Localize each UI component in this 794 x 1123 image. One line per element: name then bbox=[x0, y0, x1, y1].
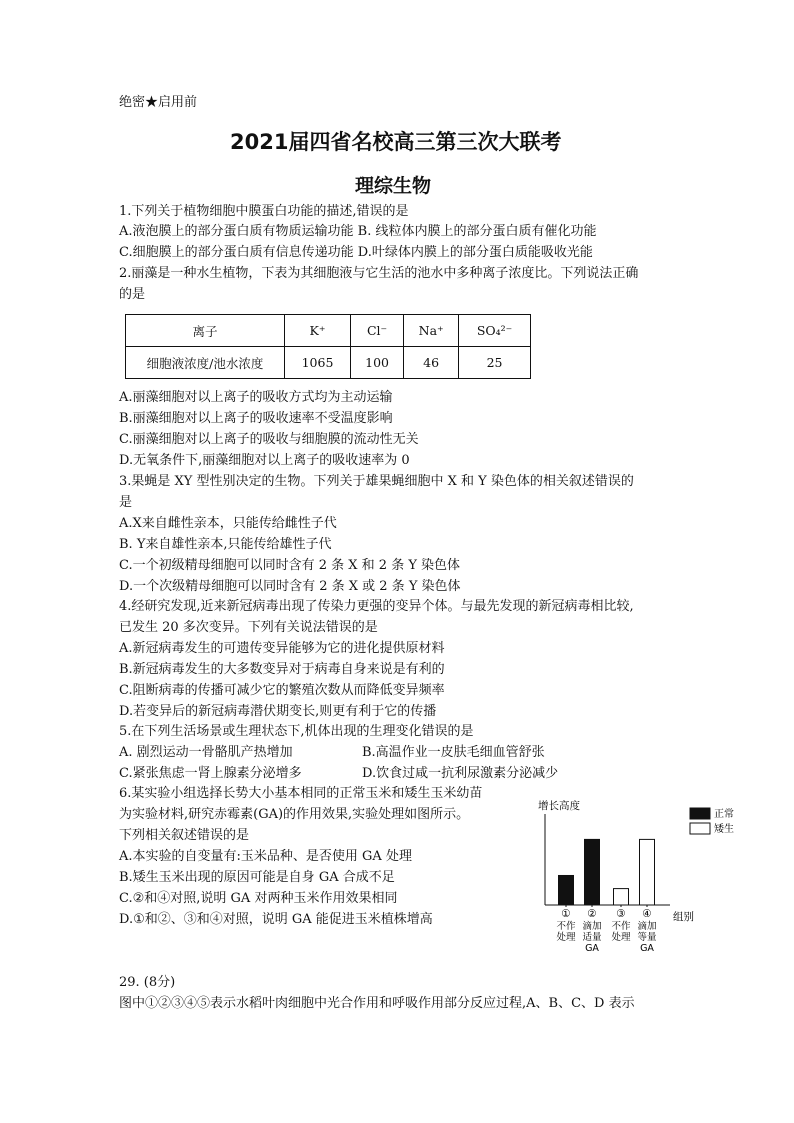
q4-option: D.若变异后的新冠病毒潜伏期变长,则更有利于它的传播 bbox=[119, 704, 437, 719]
q2-option: A.丽藻细胞对以上离子的吸收方式均为主动运输 bbox=[119, 390, 393, 405]
table-cell: 46 bbox=[404, 347, 459, 379]
table-cell: K⁺ bbox=[285, 315, 351, 347]
category-description: 适量 bbox=[582, 932, 602, 943]
q2-option: D.无氧条件下,丽藻细胞对以上离子的吸收速率为 0 bbox=[119, 453, 410, 468]
secret-label: 绝密★启用前 bbox=[119, 95, 198, 110]
q29-text: 图中①②③④⑤表示水稻叶肉细胞中光合作用和呼吸作用部分反应过程,A、B、C、D 表示 bbox=[119, 996, 635, 1011]
q6-option: A.本实验的自变量有:玉米品种、是否使用 GA 处理 bbox=[119, 849, 412, 864]
q6-option: D.①和②、③和④对照，说明 GA 能促进玉米植株增高 bbox=[119, 912, 433, 927]
q6-option: C.②和④对照,说明 GA 对两种玉米作用效果相同 bbox=[119, 891, 398, 906]
q5-stem: 5.在下列生活场景或生理状态下,机体出现的生理变化错误的是 bbox=[119, 724, 474, 739]
q4-option: A.新冠病毒发生的可遗传变异能够为它的进化提供原材料 bbox=[119, 641, 445, 656]
q6-stem: 为实验材料,研究赤霉素(GA)的作用效果,实验处理如图所示。 bbox=[119, 807, 470, 822]
q2-option: C.丽藻细胞对以上离子的吸收与细胞膜的流动性无关 bbox=[119, 432, 419, 447]
bar-dwarf-4 bbox=[640, 839, 655, 905]
bar-dwarf-3 bbox=[614, 889, 629, 905]
q1-option: A.液泡膜上的部分蛋白质有物质运输功能 B. 线粒体内膜上的部分蛋白质有催化功能 bbox=[119, 224, 597, 239]
legend-label-normal: 正常 bbox=[714, 809, 734, 820]
table-cell: SO₄²⁻ bbox=[459, 315, 531, 347]
table-row-label: 细胞液浓度/池水浓度 bbox=[126, 347, 285, 379]
category-description: 处理 bbox=[611, 932, 631, 943]
q5-option: D.饮食过咸一抗利尿激素分泌减少 bbox=[362, 766, 559, 781]
q4-stem: 已发生 20 多次变异。下列有关说法错误的是 bbox=[119, 620, 378, 635]
q3-option: B. Y来自雄性亲本,只能传给雄性子代 bbox=[119, 537, 332, 552]
q6-option: B.矮生玉米出现的原因可能是自身 GA 合成不足 bbox=[119, 870, 395, 885]
bars-group bbox=[559, 839, 655, 905]
category-description: GA bbox=[640, 943, 654, 954]
category-description: 处理 bbox=[556, 932, 576, 943]
q3-stem: 是 bbox=[119, 495, 133, 510]
q4-option: B.新冠病毒发生的大多数变异对于病毒自身来说是有利的 bbox=[119, 662, 445, 677]
legend-swatch-normal bbox=[690, 808, 710, 819]
q4-option: C.阻断病毒的传播可减少它的繁殖次数从而降低变异频率 bbox=[119, 683, 445, 698]
q2-stem: 的是 bbox=[119, 287, 146, 302]
ga-bar-chart bbox=[530, 795, 750, 960]
q4-stem: 4.经研究发现,近来新冠病毒出现了传染力更强的变异个体。与最先发现的新冠病毒相比较, bbox=[119, 599, 634, 614]
q2-option: B.丽藻细胞对以上离子的吸收速率不受温度影响 bbox=[119, 411, 393, 426]
q1-stem: 1.下列关于植物细胞中膜蛋白功能的描述,错误的是 bbox=[119, 204, 409, 219]
category-description: GA bbox=[585, 943, 599, 954]
category-description: 滴加 bbox=[582, 921, 602, 932]
q1-option: C.细胞膜上的部分蛋白质有信息传递功能 D.叶绿体内膜上的部分蛋白质能吸收光能 bbox=[119, 245, 593, 260]
table-row bbox=[126, 347, 531, 379]
table-header-ion: 离子 bbox=[126, 315, 285, 347]
q5-option: A. 剧烈运动一骨骼肌产热增加 bbox=[119, 745, 293, 760]
category-description: 等量 bbox=[637, 932, 657, 943]
q5-option: C.紧张焦虑一肾上腺素分泌增多 bbox=[119, 766, 302, 781]
q6-stem: 下列相关叙述错误的是 bbox=[119, 828, 250, 843]
q6-stem: 6.某实验小组选择长势大小基本相同的正常玉米和矮生玉米幼苗 bbox=[119, 786, 483, 801]
q3-option: D.一个次级精母细胞可以同时含有 2 条 X 或 2 条 Y 染色体 bbox=[119, 579, 461, 594]
category-description: 不作 bbox=[611, 921, 631, 932]
table-row bbox=[126, 315, 531, 347]
exam-title: 2021届四省名校高三第三次大联考 bbox=[230, 130, 562, 154]
tick-label: ③ bbox=[616, 908, 626, 920]
q5-option: B.高温作业一皮肤毛细血管舒张 bbox=[362, 745, 545, 760]
q3-option: A.X来自雌性亲本，只能传给雌性子代 bbox=[119, 516, 337, 531]
q3-stem: 3.果蝇是 XY 型性别决定的生物。下列关于雄果蝇细胞中 X 和 Y 染色体的相关叙述错误的 bbox=[119, 474, 634, 489]
chart-ylabel: 增长高度 bbox=[538, 800, 580, 812]
q29-label: 29. (8分) bbox=[119, 975, 176, 990]
table-cell: 100 bbox=[351, 347, 404, 379]
table-cell: 25 bbox=[459, 347, 531, 379]
legend-label-dwarf: 矮生 bbox=[714, 824, 734, 835]
table-cell: Cl⁻ bbox=[351, 315, 404, 347]
exam-subtitle: 理综生物 bbox=[355, 175, 432, 197]
category-description: 滴加 bbox=[637, 921, 657, 932]
category-labels-group bbox=[556, 905, 657, 954]
q3-option: C.一个初级精母细胞可以同时含有 2 条 X 和 2 条 Y 染色体 bbox=[119, 558, 461, 573]
table-cell: Na⁺ bbox=[404, 315, 459, 347]
table-cell: 1065 bbox=[285, 347, 351, 379]
ion-table bbox=[125, 314, 531, 379]
category-description: 不作 bbox=[556, 921, 576, 932]
bar-normal-2 bbox=[585, 839, 600, 905]
chart-xlabel: 组别 bbox=[673, 911, 694, 923]
tick-label: ④ bbox=[642, 908, 652, 920]
q2-stem: 2.丽藻是一种水生植物，下表为其细胞液与它生活的池水中多种离子浓度比。下列说法正确 bbox=[119, 266, 639, 281]
tick-label: ① bbox=[561, 908, 571, 920]
tick-label: ② bbox=[587, 908, 597, 920]
legend-swatch-dwarf bbox=[690, 823, 710, 834]
bar-normal-1 bbox=[559, 875, 574, 905]
